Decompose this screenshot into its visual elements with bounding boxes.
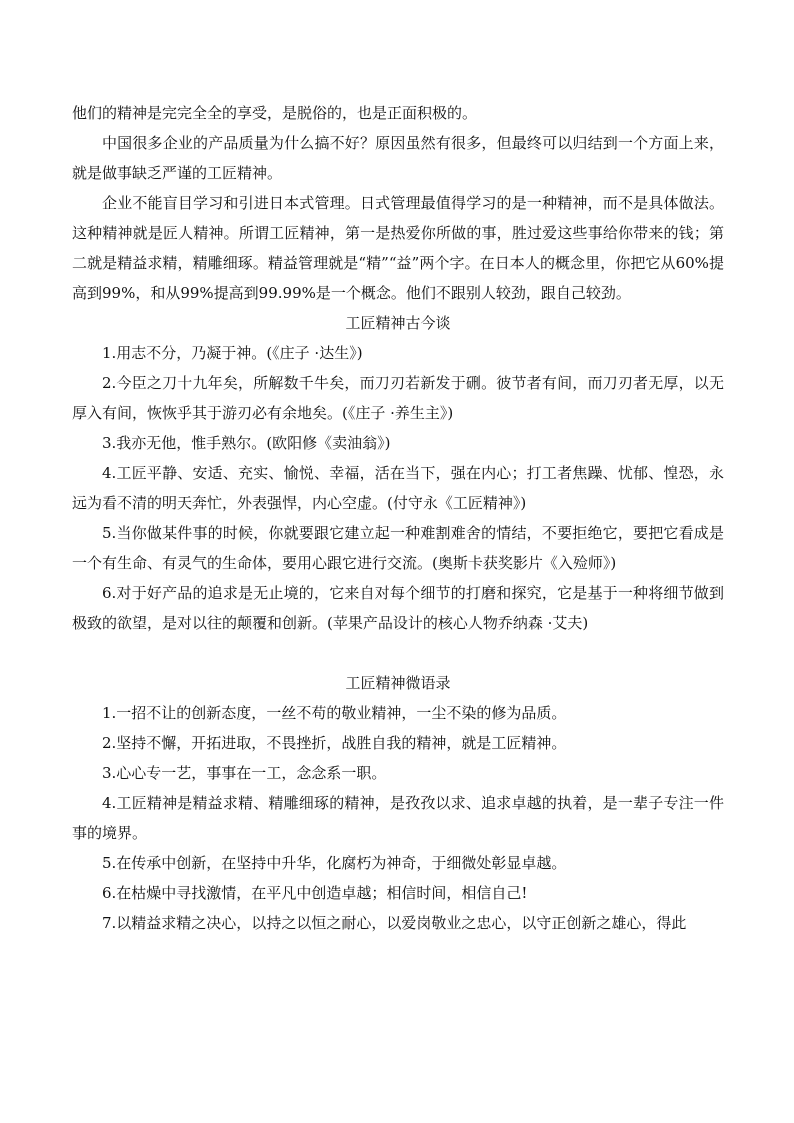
micro-quote-item-2: 2.坚持不懈，开拓进取，不畏挫折，战胜自我的精神，就是工匠精神。 (102, 734, 567, 752)
quote-item-6: 6.对于好产品的追求是无止境的，它来自对每个细节的打磨和探究，它是基于一种将细节做到极致的欲望，是对以往的颠覆和创新。(苹果产品设计的核心人物乔纳森 ·艾夫) (72, 584, 724, 632)
quote-item-5: 5.当你做某件事的时候，你就要跟它建立起一种难割难舍的情结，不要拒绝它，要把它看成是一个有生命、有灵气的生命体，要用心跟它进行交流。(奥斯卡获奖影片《入殓师》) (72, 524, 724, 572)
quote-item-4: 4.工匠平静、安适、充实、愉悦、幸福，活在当下，强在内心；打工者焦躁、忧郁、惶恐，永远为看不清的明天奔忙，外表强悍，内心空虚。(付守永《工匠精神》) (72, 464, 724, 512)
section-title-ancient-modern: 工匠精神古今谈 (345, 314, 451, 332)
quote-item-3: 3.我亦无他，惟手熟尔。(欧阳修《卖油翁》) (102, 434, 391, 452)
section-spacer (72, 638, 724, 668)
document-page (72, 98, 724, 938)
micro-quote-item-7: 7.以精益求精之决心，以持之以恒之耐心，以爱岗敬业之忠心，以守正创新之雄心，得此 (102, 914, 687, 932)
micro-quote-item-5: 5.在传承中创新，在坚持中升华，化腐朽为神奇，于细微处彰显卓越。 (102, 854, 567, 872)
micro-quote-item-3: 3.心心专一艺，事事在一工，念念系一职。 (102, 764, 387, 782)
micro-quote-item-4: 4.工匠精神是精益求精、精雕细琢的精神，是孜孜以求、追求卓越的执着，是一辈子专注一件事的境界。 (72, 794, 724, 842)
section-title-micro-quotes: 工匠精神微语录 (345, 674, 451, 692)
intro-paragraph-3: 企业不能盲目学习和引进日本式管理。日式管理最值得学习的是一种精神，而不是具体做法。这种精神就是匠人精神。所谓工匠精神，第一是热爱你所做的事，胜过爱这些事给你带来的钱；第二就是精益求精，精雕细琢。精益管理就是“精”“益”两个字。在日本人的概念里，你把它从60%提高到99%，和从99%提高到99.99%是一个概念。他们不跟别人较劲，跟自己较劲。 (72, 194, 724, 302)
micro-quote-item-6: 6.在枯燥中寻找激情，在平凡中创造卓越；相信时间，相信自己! (102, 884, 528, 902)
intro-paragraph-1: 他们的精神是完完全全的享受，是脱俗的，也是正面积极的。 (72, 104, 478, 122)
intro-paragraph-2: 中国很多企业的产品质量为什么搞不好？原因虽然有很多，但最终可以归结到一个方面上来，就是做事缺乏严谨的工匠精神。 (72, 134, 724, 182)
micro-quote-item-1: 1.一招不让的创新态度，一丝不苟的敬业精神，一尘不染的修为品质。 (102, 704, 567, 722)
quote-item-1: 1.用志不分，乃凝于神。(《庄子 ·达生》) (102, 344, 363, 362)
quote-item-2: 2.今臣之刀十九年矣，所解数千牛矣，而刀刃若新发于硎。彼节者有间，而刀刃者无厚，以无厚入有间，恢恢乎其于游刃必有余地矣。(《庄子 ·养生主》) (72, 374, 724, 422)
